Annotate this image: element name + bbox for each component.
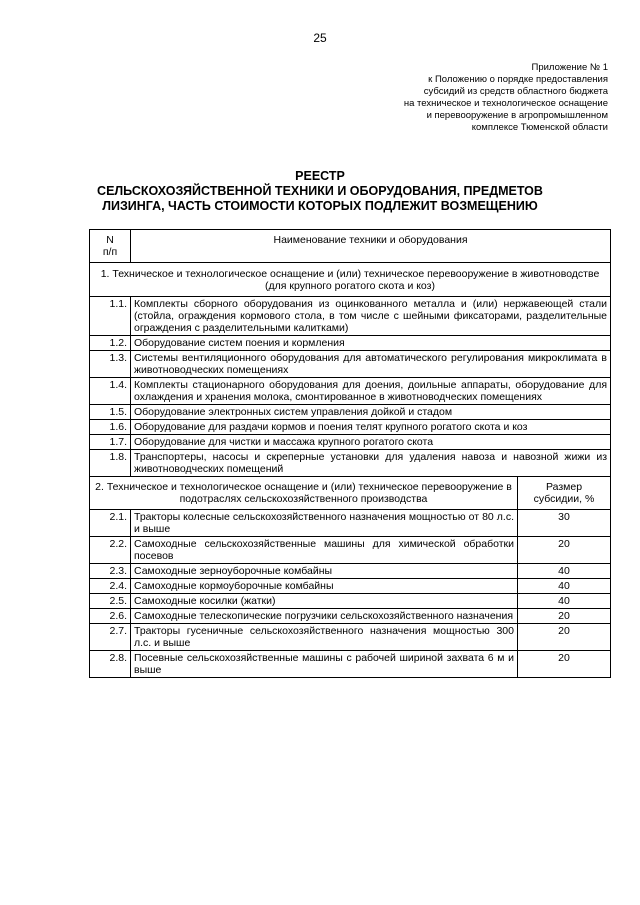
row-number: 1.2. xyxy=(90,336,131,351)
title-line: ЛИЗИНГА, ЧАСТЬ СТОИМОСТИ КОТОРЫХ ПОДЛЕЖИТ ВОЗМЕЩЕНИЮ xyxy=(102,199,538,213)
table-row xyxy=(90,564,611,579)
row-percent: 20 xyxy=(518,651,611,678)
table-row xyxy=(90,624,611,651)
row-percent: 30 xyxy=(518,510,611,537)
row-number: 2.4. xyxy=(90,579,131,594)
row-percent: 40 xyxy=(518,564,611,579)
row-name: Оборудование систем поения и кормления xyxy=(131,336,611,351)
row-name: Оборудование для чистки и массажа крупного рогатого скота xyxy=(131,435,611,450)
table-row xyxy=(90,510,611,537)
table-row xyxy=(90,537,611,564)
row-percent: 40 xyxy=(518,594,611,609)
section2-title: 2. Техническое и технологическое оснащение и (или) техническое перевооружение в подотраслях сельскохозяйственного производства xyxy=(90,477,518,510)
table-row xyxy=(90,420,611,435)
row-name: Тракторы колесные сельскохозяйственного назначения мощностью от 80 л.с. и выше xyxy=(131,510,518,537)
table-row xyxy=(90,609,611,624)
appendix-line: к Положению о порядке предоставления xyxy=(428,74,608,85)
row-number: 2.3. xyxy=(90,564,131,579)
row-percent: 20 xyxy=(518,624,611,651)
registry-table xyxy=(89,229,611,678)
row-name: Самоходные сельскохозяйственные машины для химической обработки посевов xyxy=(131,537,518,564)
row-name: Транспортеры, насосы и скреперные установки для удаления навоза и навозной жижи из животноводческих помещений xyxy=(131,450,611,477)
row-name: Оборудование для раздачи кормов и поения телят крупного рогатого скота и коз xyxy=(131,420,611,435)
table-header-row xyxy=(90,230,611,263)
row-number: 2.1. xyxy=(90,510,131,537)
row-name: Посевные сельскохозяйственные машины с рабочей шириной захвата 6 м и выше xyxy=(131,651,518,678)
appendix-note xyxy=(288,62,608,134)
header-num-line: п/п xyxy=(102,246,118,258)
table-row xyxy=(90,435,611,450)
table-row xyxy=(90,594,611,609)
page-number: 25 xyxy=(313,31,327,45)
table-row xyxy=(90,579,611,594)
appendix-line: и перевооружение в агропромышленном xyxy=(426,110,608,121)
row-number: 1.5. xyxy=(90,405,131,420)
table-row xyxy=(90,450,611,477)
row-number: 1.1. xyxy=(90,297,131,336)
appendix-line: комплексе Тюменской области xyxy=(471,122,608,133)
header-name-cell: Наименование техники и оборудования xyxy=(131,230,611,263)
appendix-line: Приложение № 1 xyxy=(531,62,608,73)
row-number: 2.5. xyxy=(90,594,131,609)
table-row xyxy=(90,378,611,405)
row-number: 2.8. xyxy=(90,651,131,678)
row-percent: 40 xyxy=(518,579,611,594)
subsidy-percent-header: Размер субсидии, % xyxy=(518,477,611,510)
row-number: 2.2. xyxy=(90,537,131,564)
row-name: Комплекты сборного оборудования из оцинкованного металла и (или) нержавеющей стали (стойла, ограждения кормового стола, в том числе с шейными фиксаторами, разделительные ограждения с разделительными калитками) xyxy=(131,297,611,336)
table-row xyxy=(90,297,611,336)
row-name: Самоходные кормоуборочные комбайны xyxy=(131,579,518,594)
row-number: 1.8. xyxy=(90,450,131,477)
row-number: 2.7. xyxy=(90,624,131,651)
row-percent: 20 xyxy=(518,609,611,624)
section-header-row xyxy=(90,263,611,297)
row-name: Комплекты стационарного оборудования для доения, доильные аппараты, оборудование для охлаждения и хранения молока, смонтированное в животноводческих помещениях xyxy=(131,378,611,405)
row-number: 2.6. xyxy=(90,609,131,624)
header-num-cell xyxy=(90,230,131,263)
section1-title: 1. Техническое и технологическое оснащение и (или) техническое перевооружение в животноводстве (для крупного рогатого скота и коз) xyxy=(90,263,611,297)
table-row xyxy=(90,405,611,420)
appendix-line: на техническое и технологическое оснащение xyxy=(403,98,608,109)
table-row xyxy=(90,351,611,378)
title-line: СЕЛЬСКОХОЗЯЙСТВЕННОЙ ТЕХНИКИ И ОБОРУДОВАНИЯ, ПРЕДМЕТОВ xyxy=(97,184,543,198)
row-name: Тракторы гусеничные сельскохозяйственного назначения мощностью 300 л.с. и выше xyxy=(131,624,518,651)
row-name: Системы вентиляционного оборудования для автоматического регулирования микроклимата в животноводческих помещениях xyxy=(131,351,611,378)
table-row xyxy=(90,336,611,351)
title-line: РЕЕСТР xyxy=(295,169,345,183)
row-number: 1.6. xyxy=(90,420,131,435)
appendix-line: субсидий из средств областного бюджета xyxy=(423,86,608,97)
row-name: Самоходные зерноуборочные комбайны xyxy=(131,564,518,579)
row-number: 1.3. xyxy=(90,351,131,378)
row-number: 1.4. xyxy=(90,378,131,405)
section-header-row xyxy=(90,477,611,510)
table-row xyxy=(90,651,611,678)
row-name: Оборудование электронных систем управления дойкой и стадом xyxy=(131,405,611,420)
row-name: Самоходные косилки (жатки) xyxy=(131,594,518,609)
header-num-line: N xyxy=(106,234,114,246)
document-title xyxy=(0,169,640,214)
row-number: 1.7. xyxy=(90,435,131,450)
row-percent: 20 xyxy=(518,537,611,564)
row-name: Самоходные телескопические погрузчики сельскохозяйственного назначения xyxy=(131,609,518,624)
